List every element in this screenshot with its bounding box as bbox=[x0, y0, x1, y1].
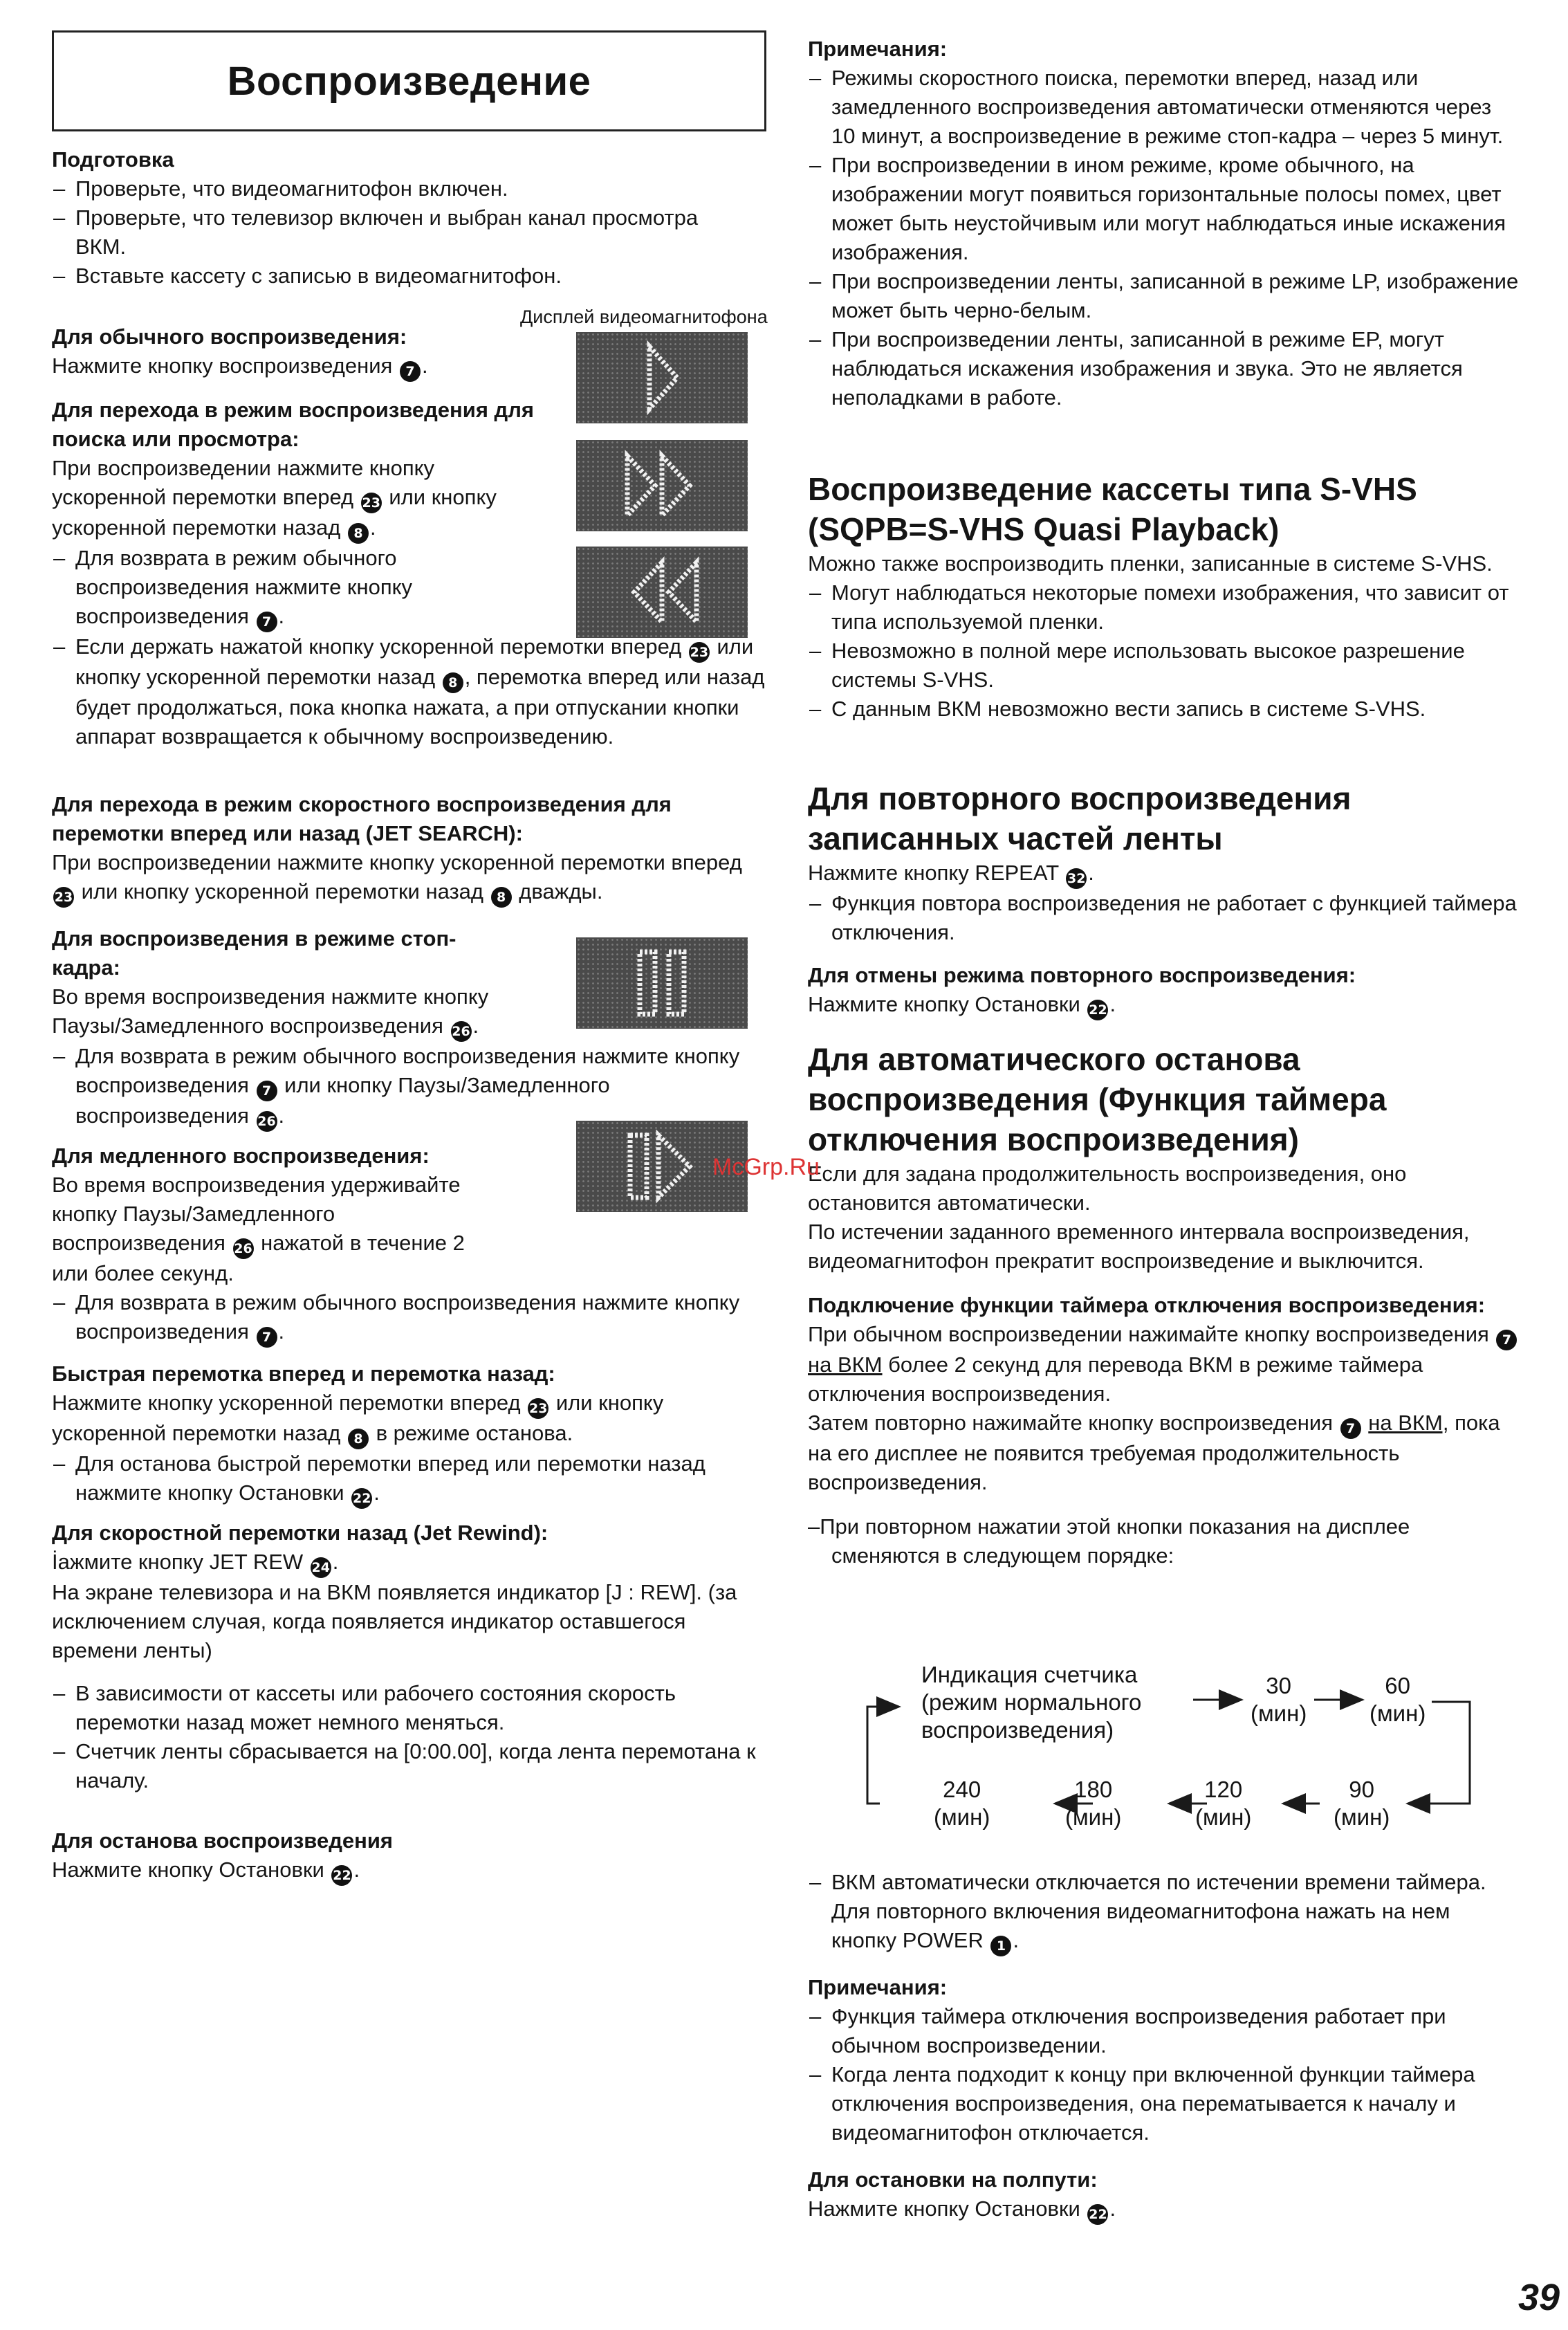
notes1-section bbox=[808, 35, 1520, 412]
button-number-badge: 26 bbox=[233, 1238, 254, 1259]
normal-section bbox=[52, 322, 564, 382]
button-number-badge: 7 bbox=[400, 361, 421, 382]
button-number-badge: 7 bbox=[1340, 1418, 1361, 1439]
svhs-text: Можно также воспроизводить пленки, записанные в системе S-VHS. bbox=[808, 551, 1493, 576]
button-number-badge: 22 bbox=[1087, 2204, 1108, 2225]
flow-step-180: 180 (мин) bbox=[1065, 1777, 1122, 1830]
button-number-badge: 8 bbox=[491, 887, 512, 908]
button-number-badge: 7 bbox=[257, 612, 277, 632]
button-number-badge: 1 bbox=[990, 1936, 1011, 1956]
slow-section bbox=[52, 1141, 771, 1348]
preparation-list bbox=[52, 174, 771, 291]
button-number-badge: 7 bbox=[1496, 1330, 1517, 1350]
preparation-heading: Подготовка bbox=[52, 147, 174, 172]
jet-rewind-note: На экране телевизора и на ВКМ появляется индикатор [J : REW]. (за исключением случая, когда появляется индикатор оставшегося времени ленты) bbox=[52, 1580, 737, 1662]
jet-search-section bbox=[52, 790, 771, 908]
list-item: – При воспроизведении в ином режиме, кроме обычного, на изображении могут появиться горизонтальные полосы помех, цвет может быть неустойчивым или могут наблюдаться иные искажения изображения. bbox=[808, 151, 1520, 267]
repeat-heading: Для повторного воспроизведения записанных частей ленты bbox=[808, 780, 1352, 856]
halfway-section bbox=[808, 2165, 1520, 2225]
list-item: – Вставьте кассету с записью в видеомагнитофон. bbox=[52, 262, 771, 291]
repeat-cancel-text: Нажмите кнопку Остановки 22 . bbox=[808, 990, 1520, 1020]
button-number-badge: 23 bbox=[689, 642, 710, 663]
button-number-badge: 7 bbox=[257, 1081, 277, 1101]
still-section bbox=[52, 924, 771, 1132]
button-number-badge: 26 bbox=[257, 1111, 277, 1132]
list-item: – Невозможно в полной мере использовать высокое разрешение системы S-VHS. bbox=[808, 636, 1520, 695]
normal-heading: Для обычного воспроизведения: bbox=[52, 324, 407, 349]
repeat-cancel-heading: Для отмены режима повторного воспроизведения: bbox=[808, 963, 1356, 987]
svhs-heading: Воспроизведение кассеты типа S-VHS (SQPB=S-VHS Quasi Playback) bbox=[808, 471, 1417, 547]
preparation-section bbox=[52, 145, 771, 291]
ffrew-heading: Быстрая перемотка вперед и перемотка назад: bbox=[52, 1361, 555, 1386]
halfway-text: Нажмите кнопку Остановки 22 . bbox=[808, 2194, 1520, 2225]
repeat-section bbox=[808, 778, 1520, 1020]
auto-stop-section bbox=[808, 1039, 1520, 1570]
list-item: – Функция повтора воспроизведения не работает с функцией таймера отключения. bbox=[808, 889, 1520, 947]
search-text: При воспроизведении нажмите кнопку ускоренной перемотки вперед 23 или кнопку ускоренной перемотки назад 8 . bbox=[52, 454, 550, 544]
ffrew-section bbox=[52, 1359, 771, 1509]
button-number-badge: 8 bbox=[443, 672, 463, 693]
list-item: – При воспроизведении ленты, записанной в режиме LP, изображение может быть черно-белым. bbox=[808, 267, 1520, 325]
timer-sequence-diagram bbox=[858, 1657, 1480, 1851]
list-item: – В зависимости от кассеты или рабочего состояния скорость перемотки назад может немного меняться. bbox=[52, 1679, 771, 1737]
stop-section bbox=[52, 1826, 771, 1886]
ffrew-list bbox=[52, 1449, 771, 1509]
jet-rewind-section bbox=[52, 1519, 771, 1795]
flow-step-90: 90 (мин) bbox=[1334, 1777, 1390, 1830]
list-item: – С данным ВКМ невозможно вести запись в системе S-VHS. bbox=[808, 695, 1520, 724]
list-item: – Могут наблюдаться некоторые помехи изображения, что зависит от типа используемой пленки. bbox=[808, 578, 1520, 636]
jet-rewind-list bbox=[52, 1679, 771, 1795]
flow-step-30: 30 (мин) bbox=[1251, 1673, 1307, 1726]
list-item: – Для возврата в режим обычного воспроизведения нажмите кнопку воспроизведения 7 . bbox=[52, 544, 449, 632]
jet-search-text: При воспроизведении нажмите кнопку ускоренной перемотки вперед 23 или кнопку ускоренной перемотки назад 8 дважды. bbox=[52, 848, 771, 908]
list-item: – Когда лента подходит к концу при включенной функции таймера отключения воспроизведения, она перематывается к началу и видеомагнитофон отключается. bbox=[808, 2060, 1520, 2147]
jet-rewind-text: İажмите кнопку JET REW 24 . bbox=[52, 1548, 771, 1578]
list-item: – ВКМ автоматически отключается по истечении времени таймера. Для повторного включения видеомагнитофона нажать на нем кнопку POWER 1 . bbox=[808, 1868, 1520, 1956]
auto-stop-list bbox=[808, 1868, 1520, 1956]
normal-text: Нажмите кнопку воспроизведения 7 . bbox=[52, 351, 564, 382]
auto-stop-subheading: Подключение функции таймера отключения воспроизведения: bbox=[808, 1293, 1486, 1317]
button-number-badge: 7 bbox=[257, 1327, 277, 1348]
auto-stop-text1: Если для задана продолжительность воспроизведения, оно остановится автоматически. bbox=[808, 1162, 1407, 1215]
slow-heading: Для медленного воспроизведения: bbox=[52, 1144, 430, 1168]
repeat-text: Нажмите кнопку REPEAT 32 . bbox=[808, 859, 1520, 889]
button-number-badge: 22 bbox=[1087, 1000, 1108, 1020]
still-heading: Для воспроизведения в режиме стоп-кадра: bbox=[52, 926, 456, 980]
still-list bbox=[52, 1042, 771, 1132]
search-heading: Для перехода в режим воспроизведения для поиска или просмотра: bbox=[52, 398, 534, 451]
list-item: – Если держать нажатой кнопку ускоренной перемотки вперед 23 или кнопку ускоренной перемотки назад 8 , перемотка вперед или назад будет продолжаться, пока кнопка нажата, а при отпускании кнопки аппарат возвращается к обычному воспроизведению. bbox=[52, 632, 771, 751]
button-number-badge: 26 bbox=[451, 1021, 472, 1042]
button-number-badge: 32 bbox=[1066, 868, 1087, 889]
button-number-badge: 24 bbox=[311, 1557, 331, 1578]
button-number-badge: 23 bbox=[528, 1398, 548, 1419]
search-section bbox=[52, 396, 771, 751]
slow-list bbox=[52, 1288, 771, 1348]
flow-start-label: Индикация счетчика (режим нормального воспроизведения) bbox=[921, 1662, 1142, 1743]
stop-heading: Для останова воспроизведения bbox=[52, 1828, 393, 1853]
still-text: Во время воспроизведения нажмите кнопку Паузы/Замедленного воспроизведения 26 . bbox=[52, 982, 536, 1042]
button-number-badge: 23 bbox=[53, 887, 74, 908]
button-number-badge: 8 bbox=[348, 523, 369, 544]
button-number-badge: 22 bbox=[331, 1865, 352, 1886]
jet-search-heading: Для перехода в режим скоростного воспроизведения для перемотки вперед или назад (JET SEARCH): bbox=[52, 792, 672, 845]
auto-stop-item-section bbox=[808, 1868, 1520, 1956]
notes1-heading: Примечания: bbox=[808, 37, 948, 61]
watermark: McGrp.Ru bbox=[712, 1154, 820, 1180]
button-number-badge: 22 bbox=[351, 1488, 372, 1509]
auto-stop-p2: Затем повторно нажимайте кнопку воспроизведения 7 на ВКМ, пока на его дисплее не появится требуемая продолжительность воспроизведения. bbox=[808, 1411, 1500, 1494]
jet-rewind-heading: Для скоростной перемотки назад (Jet Rewind): bbox=[52, 1521, 548, 1545]
notes2-list bbox=[808, 2002, 1520, 2147]
page-number: 39 bbox=[1518, 2277, 1560, 2318]
auto-stop-text2: По истечении заданного временного интервала воспроизведения, видеомагнитофон прекратит воспроизведение и выключится. bbox=[808, 1220, 1470, 1273]
auto-stop-p1: При обычном воспроизведении нажимайте кнопку воспроизведения 7 на ВКМ более 2 секунд для перевода ВКМ в режиме таймера отключения воспроизведения. bbox=[808, 1320, 1520, 1409]
flow-step-240: 240 (мин) bbox=[934, 1777, 990, 1830]
list-item: – Функция таймера отключения воспроизведения работает при обычном воспроизведении. bbox=[808, 2002, 1520, 2060]
halfway-heading: Для остановки на полпути: bbox=[808, 2167, 1098, 2192]
ffrew-text: Нажмите кнопку ускоренной перемотки вперед 23 или кнопку ускоренной перемотки назад 8 в режиме останова. bbox=[52, 1388, 771, 1449]
list-item: – Для возврата в режим обычного воспроизведения нажмите кнопку воспроизведения 7 или кнопку Паузы/Замедленного воспроизведения 26 . bbox=[52, 1042, 771, 1132]
notes2-section bbox=[808, 1973, 1520, 2147]
page-title: Воспроизведение bbox=[52, 30, 766, 131]
slow-text: Во время воспроизведения удерживайте кнопку Паузы/Замедленного воспроизведения 26 нажатой в течение 2 или более секунд. bbox=[52, 1173, 465, 1285]
notes1-list bbox=[808, 64, 1520, 412]
list-item: – Проверьте, что видеомагнитофон включен. bbox=[52, 174, 771, 203]
button-number-badge: 23 bbox=[361, 493, 382, 513]
list-item: – Режимы скоростного поиска, перемотки вперед, назад или замедленного воспроизведения автоматически отменяются через 10 минут, а воспроизведение в режиме стоп-кадра – через 5 минут. bbox=[808, 64, 1520, 151]
display-caption: Дисплей видеомагнитофона bbox=[520, 306, 768, 327]
list-item: – Для останова быстрой перемотки вперед или перемотки назад нажмите кнопку Остановки 22 . bbox=[52, 1449, 771, 1509]
list-item: – Проверьте, что телевизор включен и выбран канал просмотра ВКМ. bbox=[52, 203, 771, 262]
notes2-heading: Примечания: bbox=[808, 1975, 948, 1999]
stop-text: Нажмите кнопку Остановки 22 . bbox=[52, 1855, 771, 1886]
auto-stop-heading: Для автоматического останова воспроизведения (Функция таймера отключения воспроизведения) bbox=[808, 1041, 1387, 1157]
list-item: – Для возврата в режим обычного воспроизведения нажмите кнопку воспроизведения 7 . bbox=[52, 1288, 771, 1348]
svhs-section bbox=[808, 469, 1520, 724]
button-number-badge: 8 bbox=[348, 1429, 369, 1449]
repeat-list bbox=[808, 889, 1520, 947]
list-item: – Счетчик ленты сбрасывается на [0:00.00], когда лента перемотана к началу. bbox=[52, 1737, 771, 1795]
svhs-list bbox=[808, 578, 1520, 724]
list-item: – При воспроизведении ленты, записанной в режиме EP, могут наблюдаться искажения изображения и звука. Это не является неполадками в работе. bbox=[808, 325, 1520, 412]
search-list bbox=[52, 544, 771, 751]
auto-stop-p3: –При повторном нажатии этой кнопки показания на дисплее сменяются в следующем порядке: bbox=[808, 1514, 1410, 1568]
flow-step-60: 60 (мин) bbox=[1369, 1673, 1426, 1726]
flow-step-120: 120 (мин) bbox=[1195, 1777, 1252, 1830]
